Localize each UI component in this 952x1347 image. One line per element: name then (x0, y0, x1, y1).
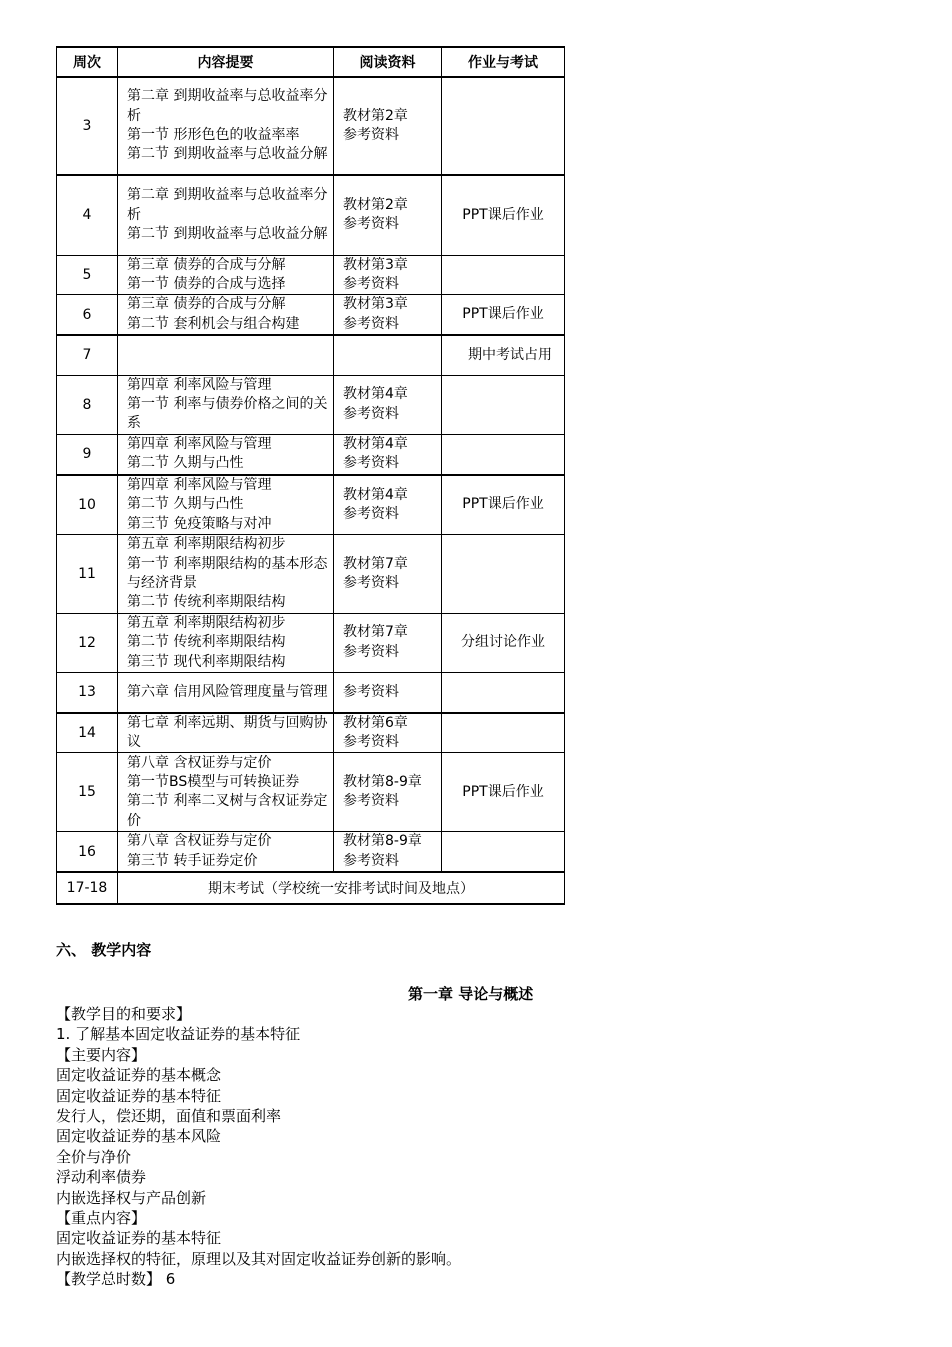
reading-cell: 参考资料 (334, 673, 442, 713)
homework-cell: 期中考试占用 (442, 335, 565, 375)
table-row (57, 613, 565, 672)
content-cell: 第五章 利率期限结构初步 第一节 利率期限结构的基本形态与经济背景 第二节 传统利率期限结构 (118, 535, 334, 614)
week-cell: 9 (57, 434, 118, 474)
table-row (57, 475, 565, 535)
key-content-item: 固定收益证券的基本特征 (56, 1229, 222, 1248)
content-item: 内嵌选择权与产品创新 (56, 1188, 207, 1207)
week-cell: 4 (57, 175, 118, 255)
content-cell: 第二章 到期收益率与总收益率分析 第二节 到期收益率与总收益分解 (118, 175, 334, 255)
homework-cell: PPT课后作业 (442, 475, 565, 535)
content-item: 固定收益证券的基本风险 (56, 1127, 222, 1146)
chapter-title: 第一章 导论与概述 (408, 985, 534, 1003)
reading-cell: 教材第4章 参考资料 (334, 475, 442, 535)
key-content-label: 【重点内容】 (56, 1209, 147, 1228)
reading-cell: 教材第4章 参考资料 (334, 375, 442, 434)
main-content-label: 【主要内容】 (56, 1045, 147, 1064)
week-cell: 15 (57, 753, 118, 832)
header-content: 内容提要 (118, 47, 334, 77)
content-cell: 第二章 到期收益率与总收益率分析 第一节 形形色色的收益率率 第二节 到期收益率与总收益分解 (118, 77, 334, 175)
week-cell: 16 (57, 832, 118, 872)
total-hours: 【教学总时数】 6 (56, 1270, 176, 1289)
section-heading: 六、 教学内容 (56, 941, 152, 959)
schedule-table (56, 46, 565, 905)
reading-cell: 教材第2章 参考资料 (334, 175, 442, 255)
content-cell: 第八章 含权证券与定价 第三节 转手证券定价 (118, 832, 334, 872)
week-cell: 5 (57, 255, 118, 295)
content-cell: 第六章 信用风险管理度量与管理 (118, 673, 334, 713)
content-item: 固定收益证券的基本特征 (56, 1086, 222, 1105)
content-cell: 第七章 利率远期、期货与回购协议 (118, 713, 334, 753)
homework-cell (442, 255, 565, 295)
week-cell: 7 (57, 335, 118, 375)
homework-cell (442, 832, 565, 872)
reading-cell: 教材第8-9章 参考资料 (334, 832, 442, 872)
objective-item: 1. 了解基本固定收益证券的基本特征 (56, 1025, 301, 1044)
content-cell: 第八章 含权证券与定价 第一节BS模型与可转换证券 第二节 利率二叉树与含权证券定价 (118, 753, 334, 832)
content-cell: 第四章 利率风险与管理 第二节 久期与凸性 第三节 免疫策略与对冲 (118, 475, 334, 535)
table-row (57, 335, 565, 375)
final-exam-note: 期末考试（学校统一安排考试时间及地点） (118, 872, 565, 904)
week-cell: 13 (57, 673, 118, 713)
homework-cell: 分组讨论作业 (442, 613, 565, 672)
content-item: 发行人，偿还期，面值和票面利率 (56, 1107, 282, 1126)
homework-cell: PPT课后作业 (442, 295, 565, 335)
week-cell: 11 (57, 535, 118, 614)
chapter-body (56, 1004, 461, 1290)
table-row (57, 295, 565, 335)
key-content-item: 内嵌选择权的特征，原理以及其对固定收益证券创新的影响。 (56, 1249, 462, 1268)
homework-cell (442, 375, 565, 434)
table-row (57, 434, 565, 474)
reading-cell: 教材第3章 参考资料 (334, 295, 442, 335)
week-cell: 8 (57, 375, 118, 434)
week-cell: 3 (57, 77, 118, 175)
table-row (57, 375, 565, 434)
table-row (57, 255, 565, 295)
week-cell: 12 (57, 613, 118, 672)
content-cell (118, 335, 334, 375)
homework-cell: PPT课后作业 (442, 753, 565, 832)
table-row-final (57, 872, 565, 904)
content-cell: 第四章 利率风险与管理 第一节 利率与债券价格之间的关系 (118, 375, 334, 434)
header-week: 周次 (57, 47, 118, 77)
header-homework: 作业与考试 (442, 47, 565, 77)
content-cell: 第五章 利率期限结构初步 第二节 传统利率期限结构 第三节 现代利率期限结构 (118, 613, 334, 672)
table-row (57, 77, 565, 175)
table-row (57, 753, 565, 832)
reading-cell (334, 335, 442, 375)
reading-cell: 教材第4章 参考资料 (334, 434, 442, 474)
homework-cell (442, 713, 565, 753)
homework-cell (442, 434, 565, 474)
content-cell: 第四章 利率风险与管理 第二节 久期与凸性 (118, 434, 334, 474)
reading-cell: 教材第3章 参考资料 (334, 255, 442, 295)
reading-cell: 教材第8-9章 参考资料 (334, 753, 442, 832)
content-cell: 第三章 债券的合成与分解 第一节 债券的合成与选择 (118, 255, 334, 295)
schedule-header-row (57, 47, 565, 77)
reading-cell: 教材第2章 参考资料 (334, 77, 442, 175)
table-row (57, 713, 565, 753)
table-row (57, 175, 565, 255)
homework-cell: PPT课后作业 (442, 175, 565, 255)
table-row (57, 673, 565, 713)
reading-cell: 教材第7章 参考资料 (334, 613, 442, 672)
homework-cell (442, 673, 565, 713)
table-row (57, 832, 565, 872)
homework-cell (442, 535, 565, 614)
week-cell: 14 (57, 713, 118, 753)
week-cell: 6 (57, 295, 118, 335)
objectives-label: 【教学目的和要求】 (56, 1005, 192, 1023)
content-item: 固定收益证券的基本概念 (56, 1066, 222, 1085)
content-cell: 第三章 债券的合成与分解 第二节 套利机会与组合构建 (118, 295, 334, 335)
content-item: 全价与净价 (56, 1147, 132, 1166)
homework-cell (442, 77, 565, 175)
content-item: 浮动利率债券 (56, 1168, 147, 1187)
reading-cell: 教材第6章 参考资料 (334, 713, 442, 753)
header-reading: 阅读资料 (334, 47, 442, 77)
week-cell: 10 (57, 475, 118, 535)
reading-cell: 教材第7章 参考资料 (334, 535, 442, 614)
week-cell: 17-18 (57, 872, 118, 904)
table-row (57, 535, 565, 614)
